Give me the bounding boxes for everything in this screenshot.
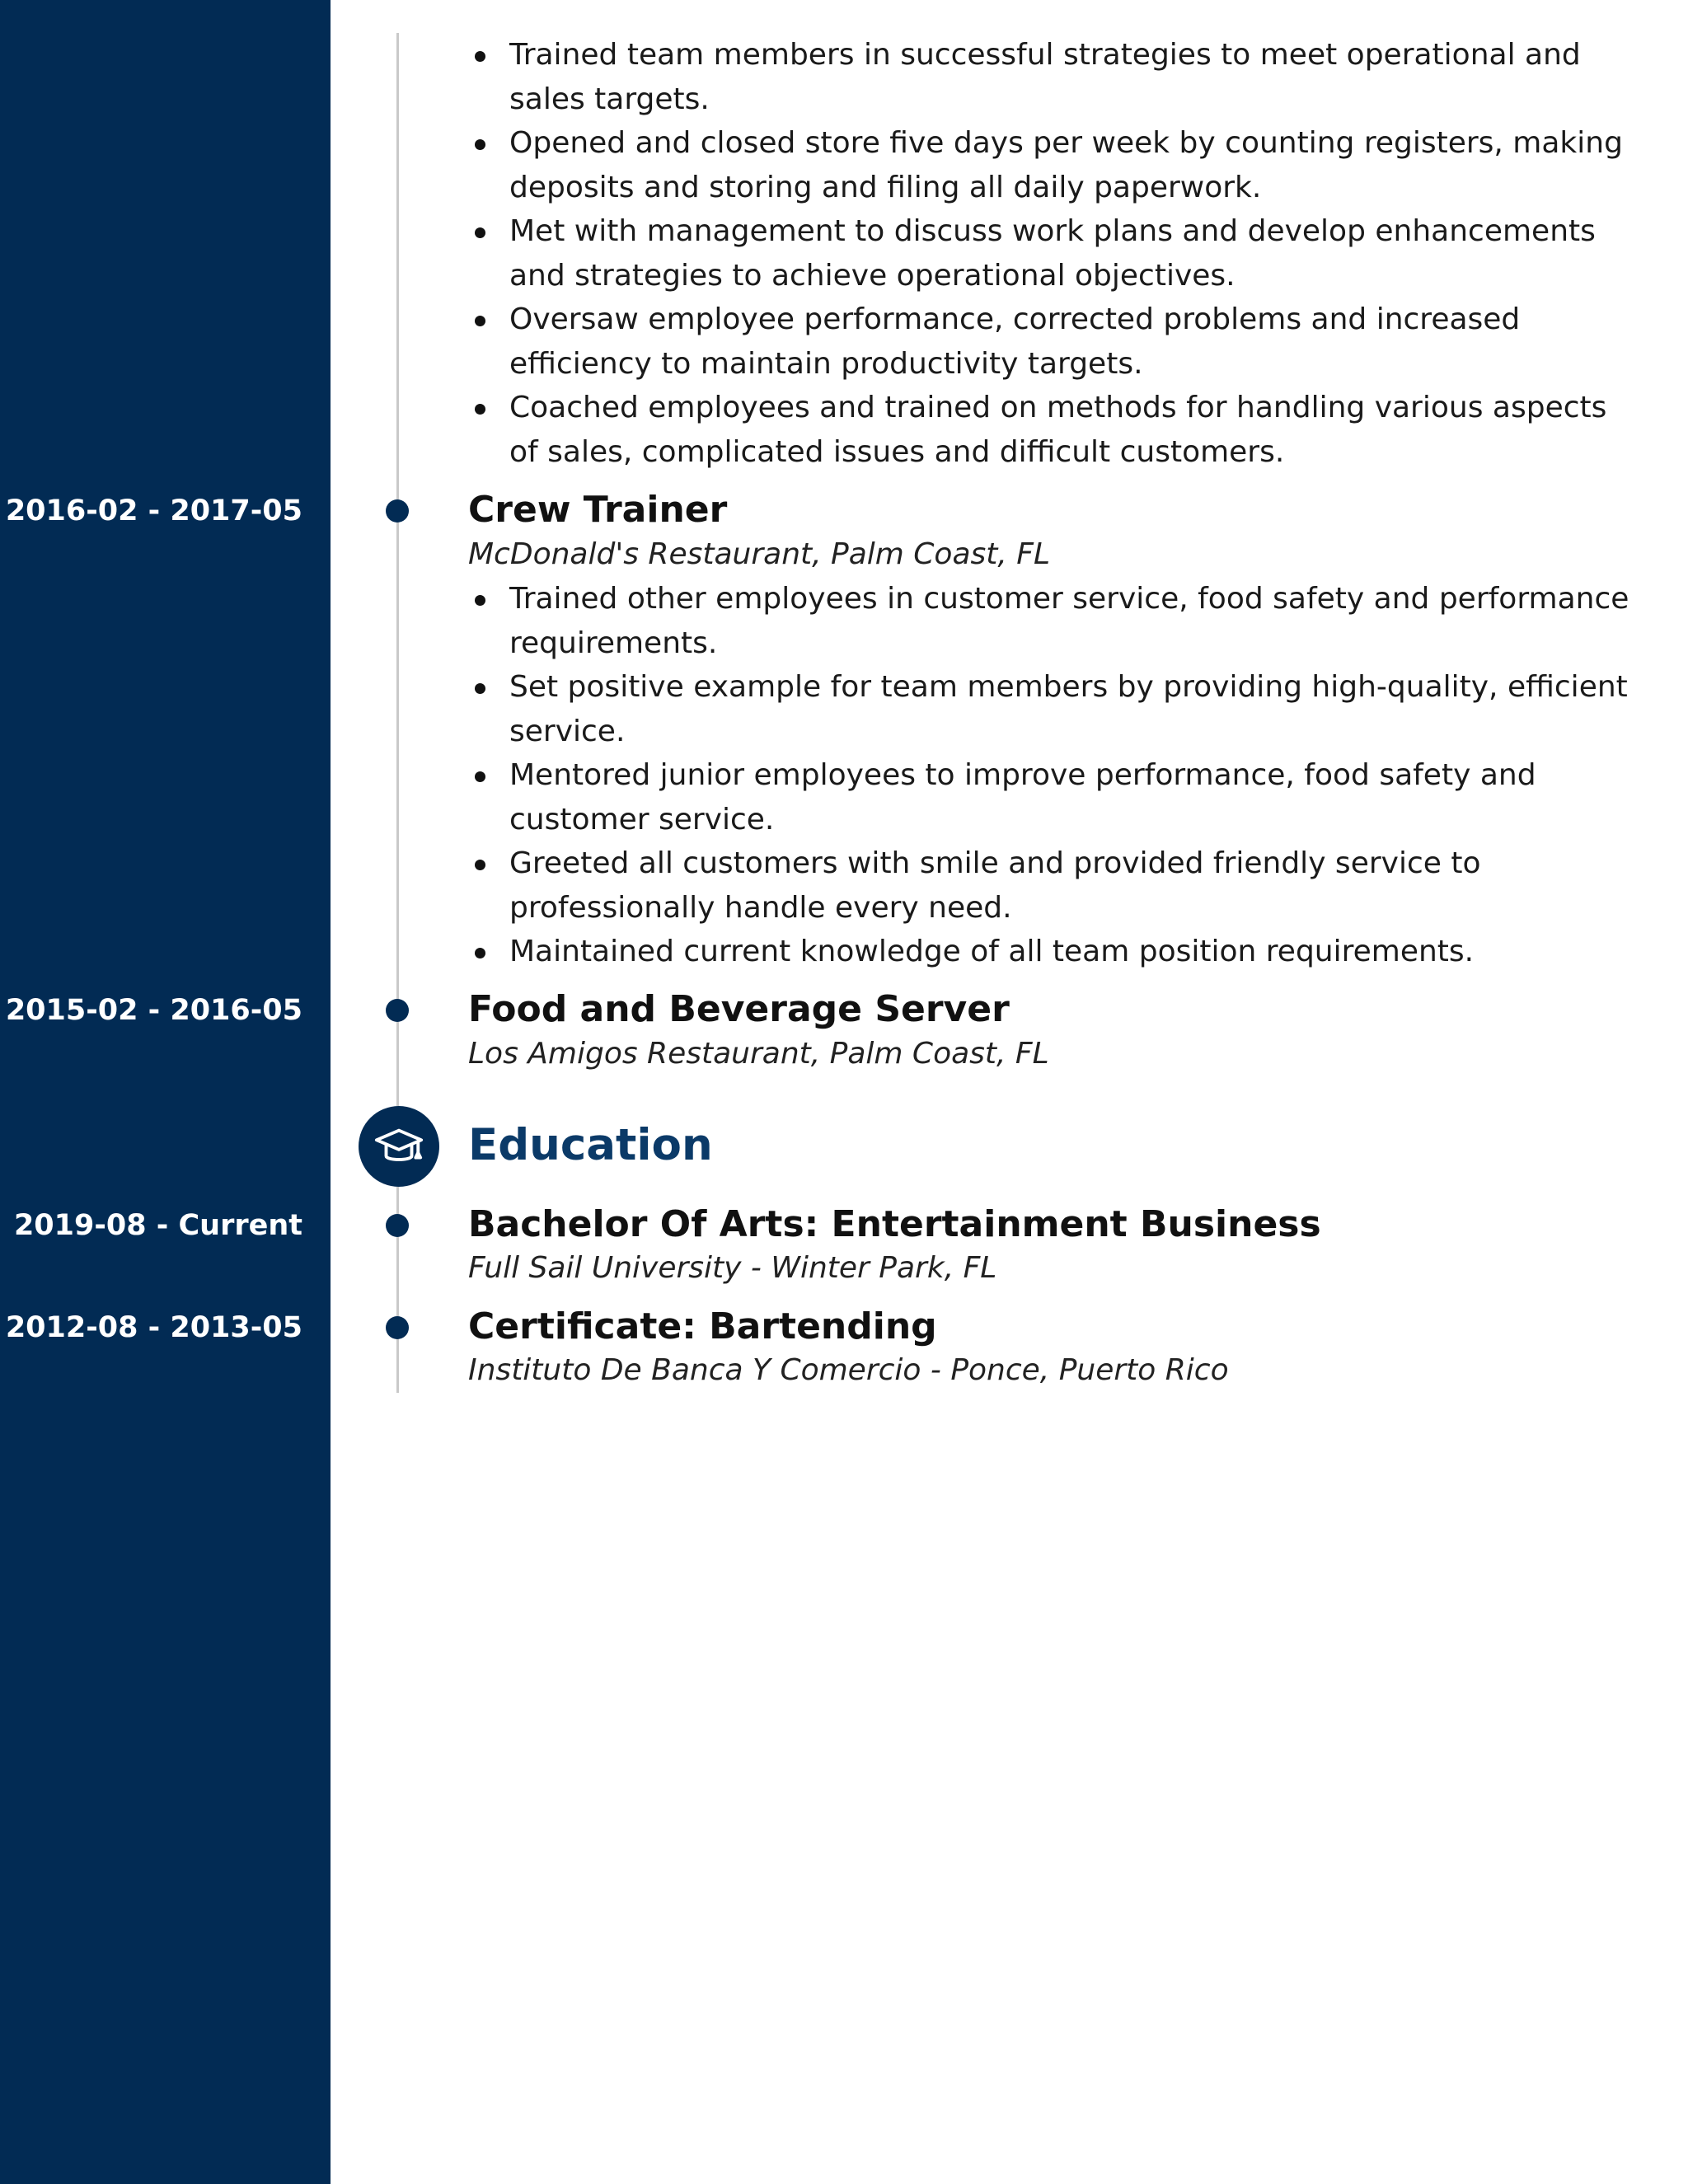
list-item: Trained other employees in customer service, food safety and performance requirements. [468, 577, 1639, 665]
job-dates: 2015-02 - 2016-05 [5, 994, 302, 1027]
sidebar [0, 0, 331, 2184]
list-item: Maintained current knowledge of all team position requirements. [468, 930, 1639, 974]
list-item: Oversaw employee performance, corrected problems and increased efficiency to maintain productivity targets. [468, 298, 1639, 386]
education-degree: Bachelor Of Arts: Entertainment Business [468, 1203, 1321, 1245]
list-item: Coached employees and trained on methods for handling various aspects of sales, complicated issues and difficult customers. [468, 386, 1639, 474]
list-item: Opened and closed store five days per week by counting registers, making deposits and storing and filing all daily paperwork. [468, 121, 1639, 209]
education-school: Instituto De Banca Y Comercio - Ponce, Puerto Rico [468, 1353, 1229, 1387]
timeline-line [396, 33, 399, 1393]
job-dates: 2016-02 - 2017-05 [5, 494, 302, 527]
list-item: Met with management to discuss work plans and develop enhancements and strategies to achieve operational objectives. [468, 209, 1639, 298]
graduation-cap-icon [359, 1106, 439, 1187]
list-item: Trained team members in successful strategies to meet operational and sales targets. [468, 33, 1639, 121]
education-school: Full Sail University - Winter Park, FL [468, 1251, 997, 1285]
job-employer: Los Amigos Restaurant, Palm Coast, FL [468, 1037, 1049, 1071]
list-item: Set positive example for team members by providing high-quality, efficient service. [468, 665, 1639, 753]
job-bullets [468, 577, 1639, 974]
list-item: Mentored junior employees to improve performance, food safety and customer service. [468, 753, 1639, 841]
job-title: Food and Beverage Server [468, 988, 1010, 1030]
education-dates: 2012-08 - 2013-05 [5, 1311, 302, 1344]
job-employer: McDonald's Restaurant, Palm Coast, FL [468, 537, 1051, 571]
section-heading-education: Education [468, 1120, 713, 1170]
previous-role-bullets [468, 33, 1639, 474]
timeline-dot [386, 1316, 409, 1339]
education-degree: Certificate: Bartending [468, 1305, 937, 1347]
timeline-dot [386, 999, 409, 1022]
list-item: Greeted all customers with smile and provided friendly service to professionally handle every need. [468, 841, 1639, 930]
timeline-dot [386, 1214, 409, 1237]
timeline-dot [386, 499, 409, 523]
education-dates: 2019-08 - Current [13, 1209, 302, 1242]
job-title: Crew Trainer [468, 489, 728, 531]
